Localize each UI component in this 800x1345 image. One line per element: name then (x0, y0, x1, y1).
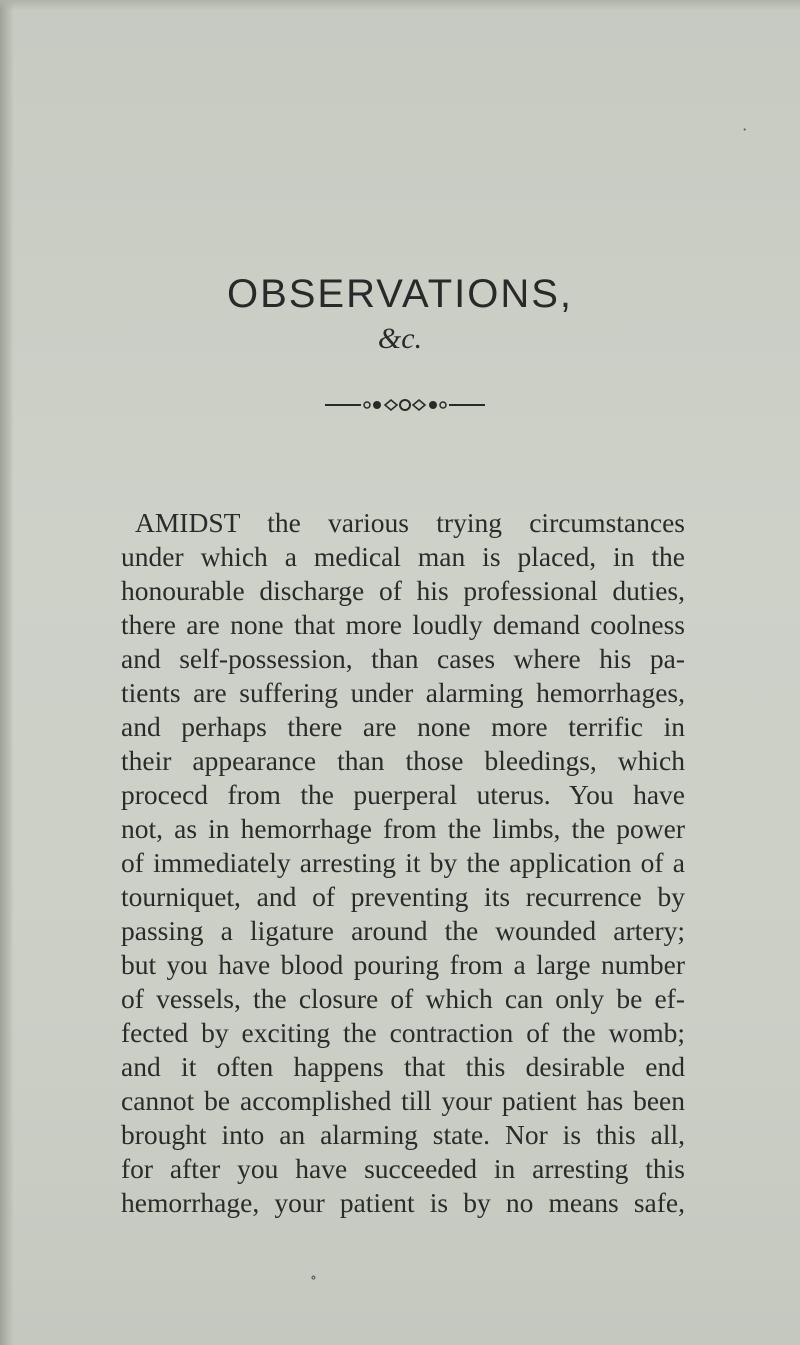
text-line: and self-possession, than cases where his pa- (121, 643, 685, 674)
text-line: and perhaps there are none more terrific in (121, 711, 685, 742)
print-speck-icon: ∘ (310, 1271, 317, 1286)
text-line: brought into an alarming state. Nor is this all, (121, 1119, 685, 1150)
page-subtitle: &c. (377, 322, 423, 355)
text-line: tourniquet, and of preventing its recurrence by (121, 881, 685, 912)
text-line: not, as in hemorrhage from the limbs, the power (121, 813, 685, 844)
text-line: their appearance than those bleedings, which (121, 745, 685, 776)
text-line: of immediately arresting it by the application of a (121, 847, 685, 878)
text-line: hemorrhage, your patient is by no means safe, (121, 1187, 685, 1218)
text-line: fected by exciting the contraction of the womb; (121, 1017, 685, 1048)
text-line: under which a medical man is placed, in the (121, 541, 685, 572)
page-edge-shadow (0, 0, 14, 1345)
text-line: for after you have succeeded in arresting this (121, 1153, 685, 1184)
paper-blemish-icon: ⋅ (742, 122, 748, 139)
page-top-shadow (0, 0, 800, 10)
text-line: and it often happens that this desirable end (121, 1051, 685, 1082)
text-line: procecd from the puerperal uterus. You have (121, 779, 685, 810)
text-line: there are none that more loudly demand coolness (121, 609, 685, 640)
text-line: passing a ligature around the wounded artery; (121, 915, 685, 946)
page-title: OBSERVATIONS, (226, 272, 574, 316)
ornament-rule-icon (325, 398, 485, 412)
text-line: of vessels, the closure of which can only be ef- (121, 983, 685, 1014)
text-line: but you have blood pouring from a large number (121, 949, 685, 980)
text-line: AMIDST the various trying circumstances (135, 507, 685, 538)
text-line: honourable discharge of his professional duties, (121, 575, 685, 606)
text-line: tients are suffering under alarming hemorrhages, (121, 677, 685, 708)
text-line: cannot be accomplished till your patient has been (121, 1085, 685, 1116)
body-paragraph (121, 506, 685, 1220)
